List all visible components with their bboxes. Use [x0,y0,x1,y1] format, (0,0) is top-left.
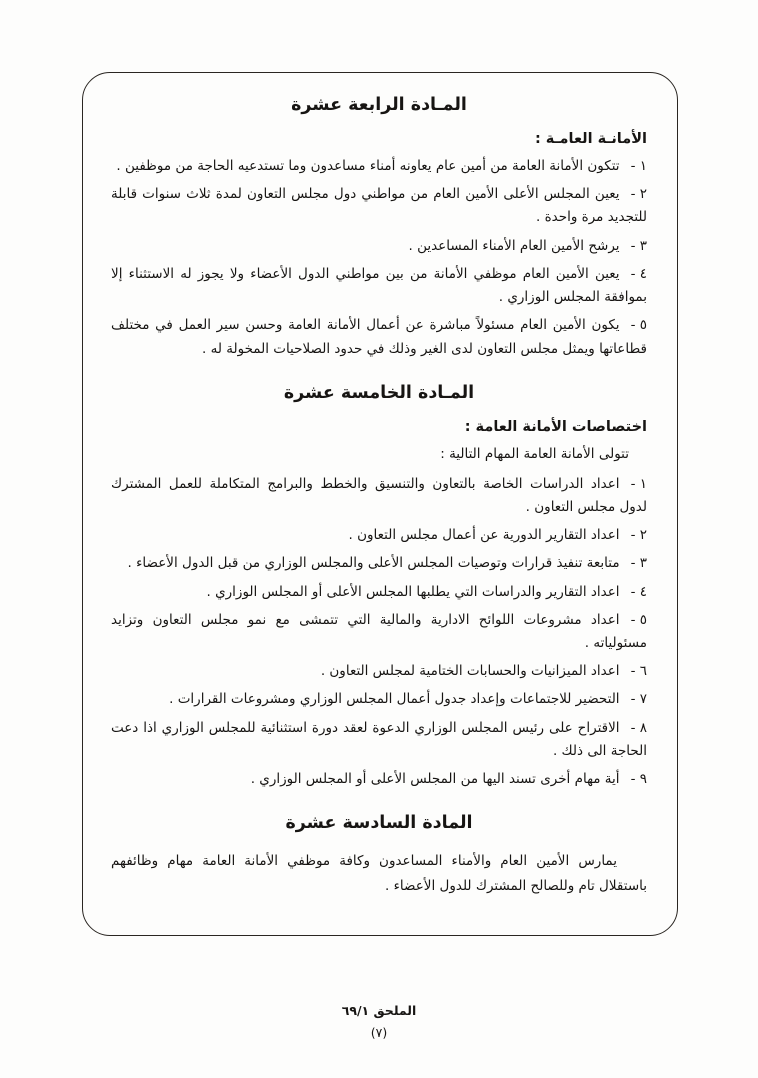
article-16-body: يمارس الأمين العام والأمناء المساعدون وكافة موظفي الأمانة العامة مهام وظائفهم باستقلال تام وللصالح المشترك للدول الأعضاء . [111,853,647,894]
list-item [111,235,647,258]
list-item [111,314,647,360]
page-footer [0,1003,758,1040]
item-number: ٣ - [630,555,647,572]
item-text: اعداد مشروعات اللوائح الادارية والمالية التي تتمشى مع نمو مجلس التعاون وتزايد مسئولياته . [111,611,647,651]
item-number: ١ - [630,158,647,174]
article-15-intro: تتولى الأمانة العامة المهام التالية : [440,445,629,462]
item-number: ٢ - [630,186,647,203]
item-number: ٢ - [630,527,647,544]
list-item [111,717,647,763]
list-item [111,524,647,547]
list-item [111,688,647,711]
list-item [111,581,647,604]
list-item [111,768,647,791]
item-text: التحضير للاجتماعات وإعداد جدول أعمال المجلس الوزاري ومشروعات القرارات . [169,691,620,708]
item-text: اعداد التقارير والدراسات التي يطلبها المجلس الأعلى أو المجلس الوزاري . [206,583,620,600]
item-text: يعين المجلس الأعلى الأمين العام من مواطني دول مجلس التعاون لمدة ثلاث سنوات قابلة للتجديد مرة واحدة . [111,186,647,226]
item-number: ٧ - [630,691,647,708]
item-text: الاقتراح على رئيس المجلس الوزاري الدعوة لعقد دورة استثنائية للمجلس الوزاري اذا دعت الحاجة الى ذلك . [111,719,647,759]
item-number: ٦ - [630,663,647,680]
article-14-heading: الأمانـة العامـة : [534,131,647,147]
list-item [111,552,647,575]
document-border-frame [82,72,678,936]
list-item [111,263,647,309]
item-number: ١ - [630,475,647,492]
item-number: ٥ - [630,317,647,334]
list-item [111,473,647,519]
item-text: اعداد التقارير الدورية عن أعمال مجلس التعاون . [348,527,620,544]
list-item [111,183,647,229]
item-text: اعداد الدراسات الخاصة بالتعاون والتنسيق والخطط والبرامج المتكاملة للعمل المشترك لدول مجلس التعاون . [111,475,647,515]
item-text: يكون الأمين العام مسئولاً مباشرة عن أعمال الأمانة العامة وحسن سير العمل في مختلف قطاعاتها ويمثل مجلس التعاون لدى الغير وذلك في حدود الصلاحيات المخولة له . [111,317,647,357]
article-15-heading: اختصاصات الأمانة العامة : [464,418,647,435]
item-text: أية مهام أخرى تسند اليها من المجلس الأعلى أو المجلس الوزاري . [250,771,620,788]
article-14-title: المـادة الرابعة عشرة [291,95,467,115]
article-15-title: المـادة الخامسة عشرة [283,382,475,403]
item-number: ٥ - [630,611,647,628]
item-text: يرشح الأمين العام الأمناء المساعدين . [408,237,620,254]
footer-page-number: (٧) [370,1025,388,1040]
footer-annex-label: الملحق ٦٩/١ [341,1003,417,1018]
item-number: ٨ - [630,719,647,736]
item-number: ٩ - [630,771,647,788]
item-text: يعين الأمين العام موظفي الأمانة من بين مواطني الدول الأعضاء ولا يجوز له الاستثناء إلا بموافقة المجلس الوزاري . [111,265,647,306]
article-16-title: المادة السادسة عشرة [285,813,473,834]
item-text: تتكون الأمانة العامة من أمين عام يعاونه أمناء مساعدون وما تستدعيه الحاجة من موظفين . [116,158,620,174]
list-item [111,609,647,655]
item-number: ٤ - [630,583,647,600]
item-number: ٤ - [630,265,647,282]
item-number: ٣ - [630,237,647,254]
item-text: اعداد الميزانيات والحسابات الختامية لمجلس التعاون . [320,663,620,680]
item-text: متابعة تنفيذ قرارات وتوصيات المجلس الأعلى والمجلس الوزاري من قبل الدول الأعضاء . [127,555,620,572]
list-item [111,660,647,683]
list-item [111,155,647,178]
